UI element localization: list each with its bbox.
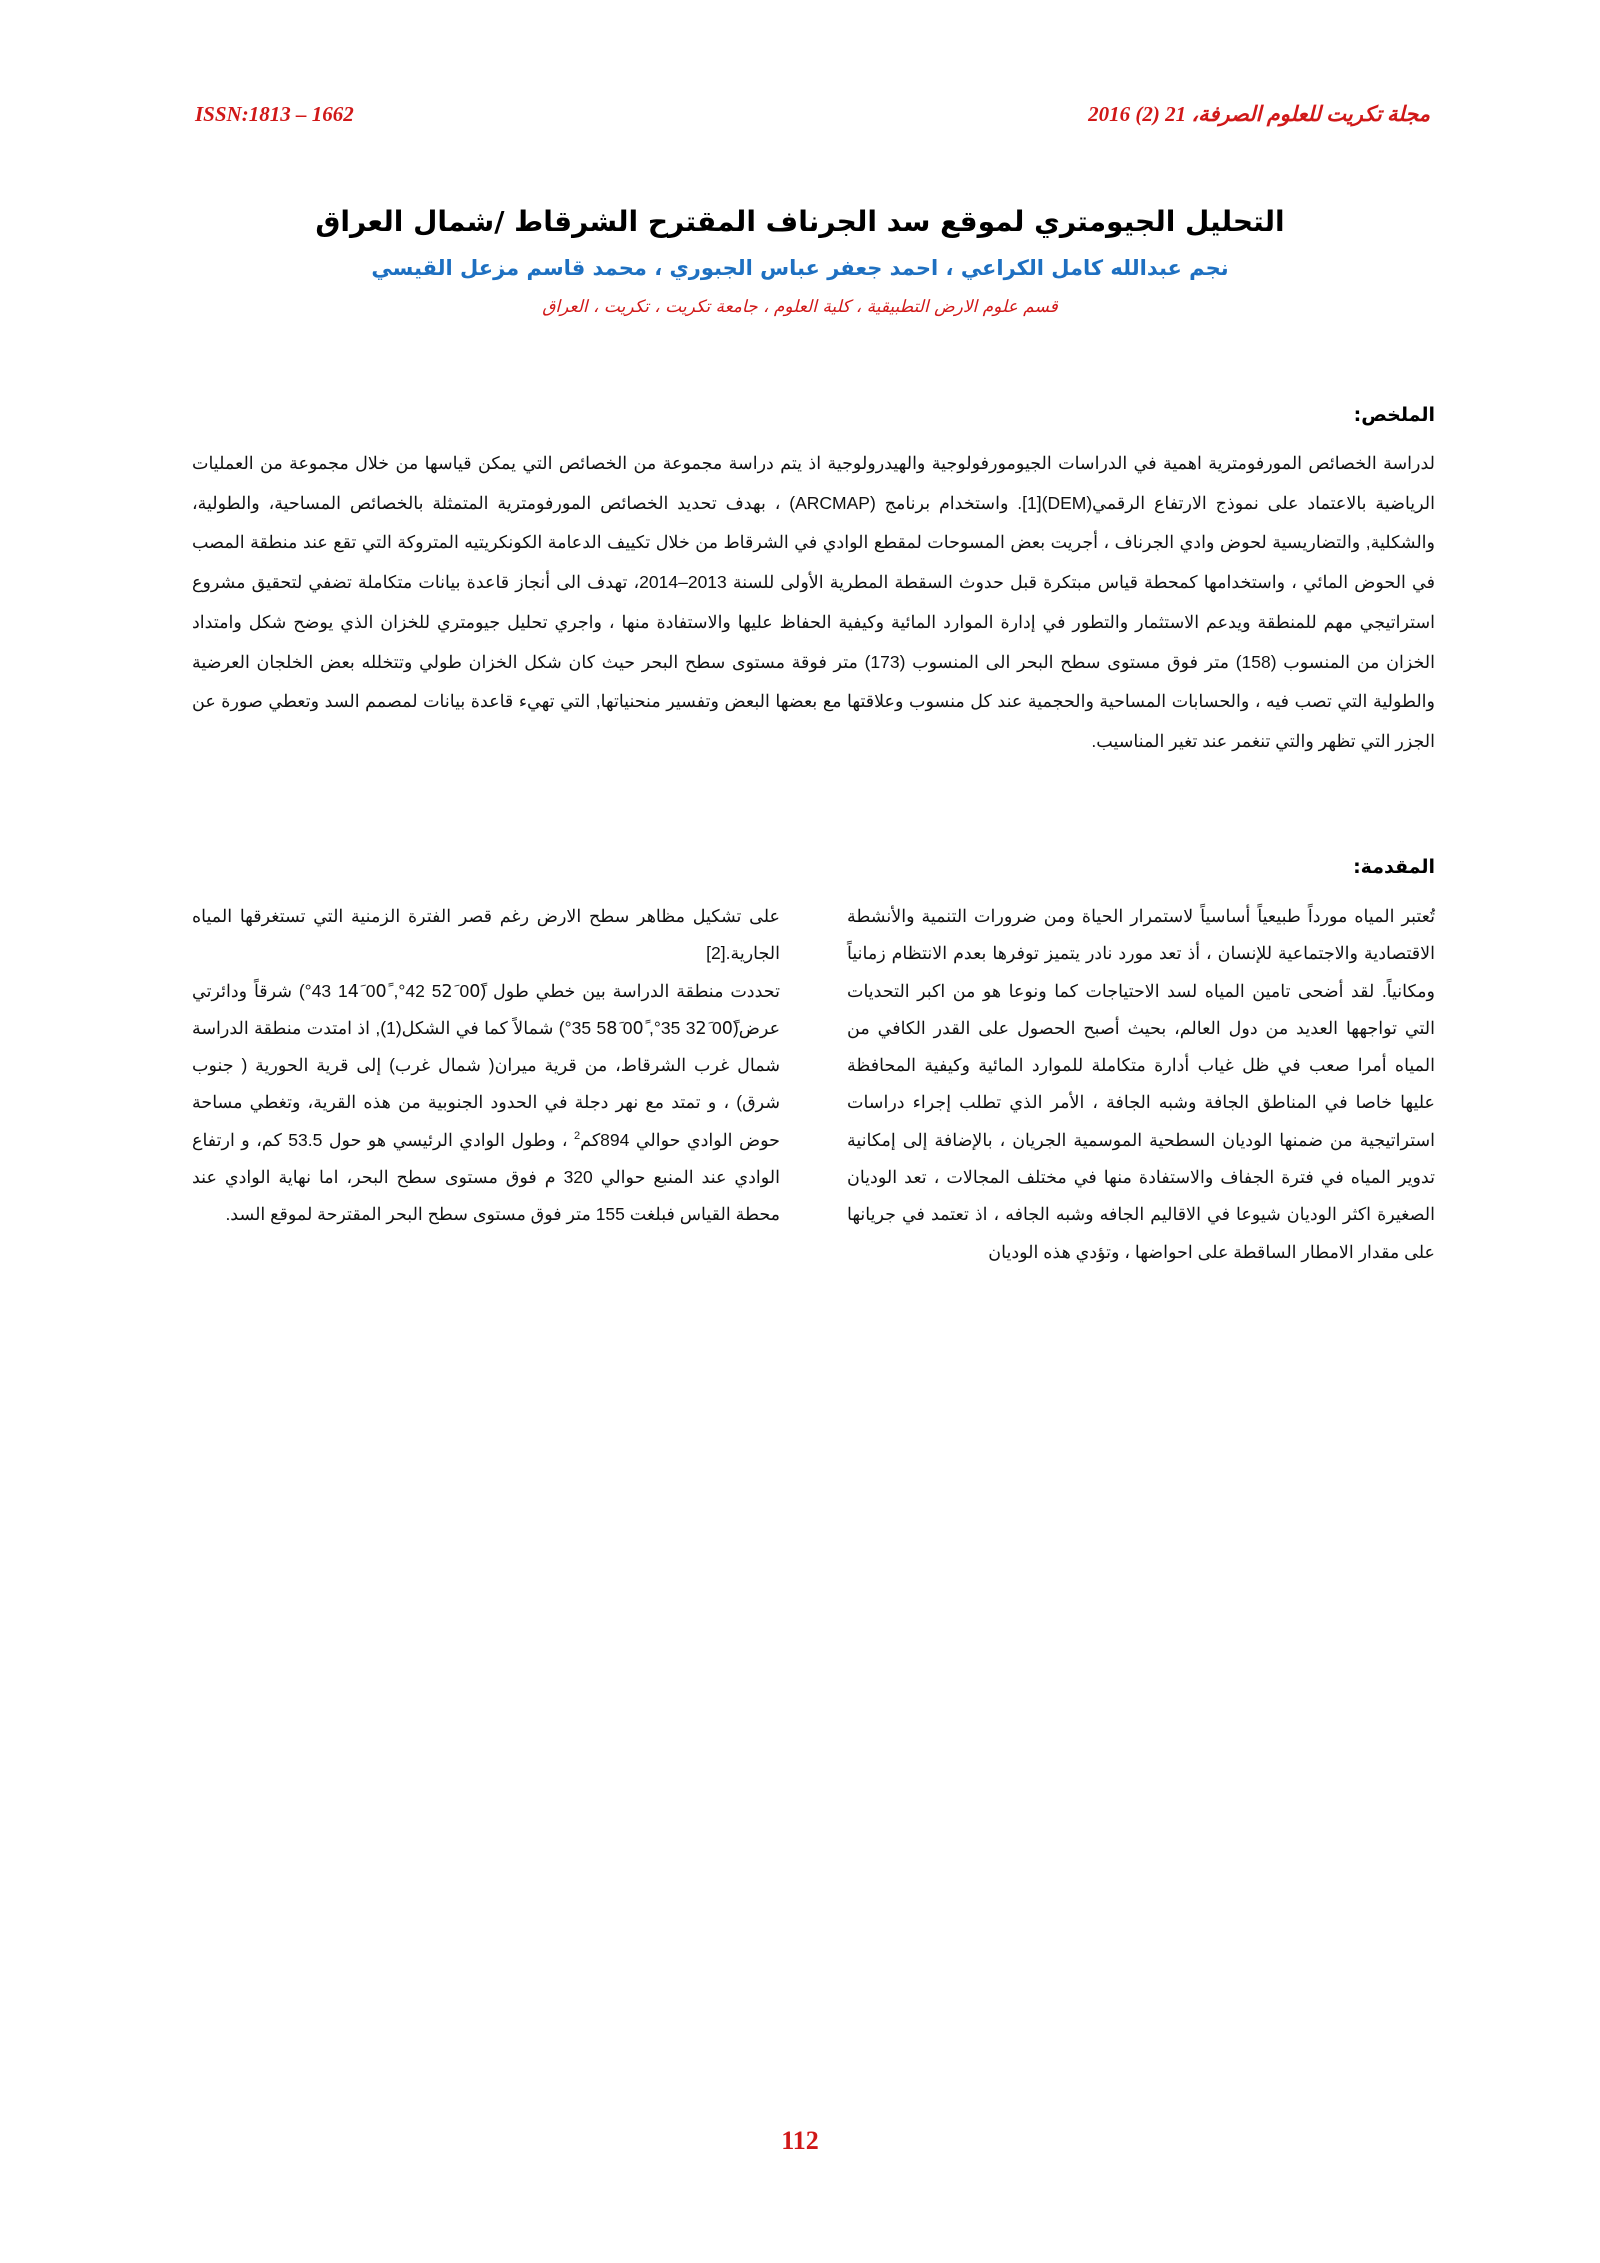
- intro-paragraph: على تشكيل مظاهر سطح الارض رغم قصر الفترة الزمنية التي تستغرقها المياه الجارية.[2]: [192, 906, 780, 964]
- introduction-heading: المقدمة:: [1353, 856, 1435, 878]
- intro-right-column: [847, 898, 1435, 1271]
- abstract-heading: الملخص:: [1353, 404, 1435, 426]
- location-text-cont: ، وطول الوادي الرئيسي هو حول 53.5 كم، و ارتفاع الوادي عند المنبع حوالي 320 م فوق مستوى سطح البحر، اما نهاية الوادي عند محطة القياس فبلغت 155 متر فوق مستوى سطح البحر المقترحة لموقع السد.: [192, 1129, 780, 1225]
- intro-paragraph-location: [192, 973, 780, 1234]
- journal-citation: مجلة تكريت للعلوم الصرفة، 21 (2) 2016: [1088, 101, 1430, 126]
- issn: ISSN:1813 – 1662: [195, 101, 354, 126]
- intro-paragraph: تُعتبر المياه مورداً طبيعياً أساسياً لاستمرار الحياة ومن ضرورات التنمية والأنشطة الاقتصادية والاجتماعية للإنسان ، أذ تعد مورد نادر يتميز توفرها بعدم الانتظام زمانياً ومكانياً. لقد أضحى تامين المياه لسد الاحتياجات كما ونوعا هو من اكبر التحديات التي تواجهها العديد من دول العالم، بحيث أصبح الحصول على القدر الكافي من المياه أمرا صعب في ظل غياب أدارة متكاملة للموارد المائية وكيفية المحافظة عليها خاصا في المناطق الجافة وشبه الجافة ، الأمر الذي تطلب إجراء دراسات استراتيجية من ضمنها الوديان السطحية الموسمية الجريان ، بالإضافة إلى إمكانية تدوير المياه في فترة الجفاف والاستفادة منها في مختلف المجالات ، تعد الوديان الصغيرة اكثر الوديان شيوعا في الاقاليم الجافه وشبه الجافه ، اذ تعتمد في جريانها على مقدار الامطار الساقطة على احواضها ، وتؤدي هذه الوديان: [847, 906, 1435, 1262]
- affiliation: قسم علوم الارض التطبيقية ، كلية العلوم ، جامعة تكريت ، تكريت ، العراق: [542, 297, 1058, 317]
- running-header: [195, 96, 1430, 132]
- location-text: تحددت منطقة الدراسة بين خطي طول (00ً 52َ 42°, 00ً 14َ 43°) شرقاً ودائرتي عرض(00ً 32َ 35°, 00ً 58َ 35°) شمالاً كما في الشكل(1), اذ امتدت منطقة الدراسة شمال غرب الشرقاط، من قرية ميران( شمال غرب) إلى قرية الحورية ( جنوب شرق) ، و تمتد مع نهر دجلة في الحدود الجنوبية من هذه القرية، وتغطي مساحة حوض الوادي حوالي 894كم: [192, 980, 781, 1150]
- authors: نجم عبدالله كامل الكراعي ، احمد جعفر عباس الجبوري ، محمد قاسم مزعل القيسي: [371, 256, 1229, 280]
- page-number: 112: [781, 2126, 819, 2155]
- abstract-text: لدراسة الخصائص المورفومترية اهمية في الدراسات الجيومورفولوجية والهيدرولوجية اذ يتم دراسة مجموعة من الخصائص التي يمكن قياسها من خلال مجموعة من العمليات الرياضية بالاعتماد على نموذج الارتفاع الرقمي(DEM)[1]. واستخدام برنامج (ARCMAP) ، بهدف تحديد الخصائص المورفومترية المتمثلة بالخصائص المساحية، والطولية، والشكلية, والتضاريسية لحوض وادي الجرناف ، أجريت بعض المسوحات لمقطع الوادي في الشرقاط من خلال تكييف الدعامة الكونكريتيه المتروكة التي تقع عند منطقة المصب في الحوض المائي ، واستخدامها كمحطة قياس مبتكرة قبل حدوث السقطة المطرية الأولى للسنة 2013–2014، تهدف الى أنجاز قاعدة بيانات متكاملة تضفي لتحقيق مشروع استراتيجي مهم للمنطقة ويدعم الاستثمار والتطور في إدارة الموارد المائية وكيفية الحفاظ عليها والاستفادة منها ، واجري تحليل جيومتري للخزان الذي يوضح شكل وامتداد الخزان من المنسوب (158) متر فوق مستوى سطح البحر الى المنسوب (173) متر فوقة مستوى سطح البحر حيث كان شكل الخزان طولي وتتخلله بعض الخلجان العرضية والطولية التي تصب فيه ، والحسابات المساحية والحجمية عند كل منسوب وعلاقتها مع بعضها البعض وتفسير منحنياتها, التي تهيء قاعدة بيانات لمصمم السد وتعطي صورة عن الجزر التي تظهر والتي تنغمر عند تغير المناسيب.: [192, 453, 1436, 751]
- intro-left-column: [192, 898, 780, 1234]
- paper-title: التحليل الجيومتري لموقع سد الجرناف المقترح الشرقاط /شمال العراق: [315, 205, 1285, 238]
- title-block: [0, 200, 1600, 324]
- superscript-2: 2: [574, 1129, 581, 1142]
